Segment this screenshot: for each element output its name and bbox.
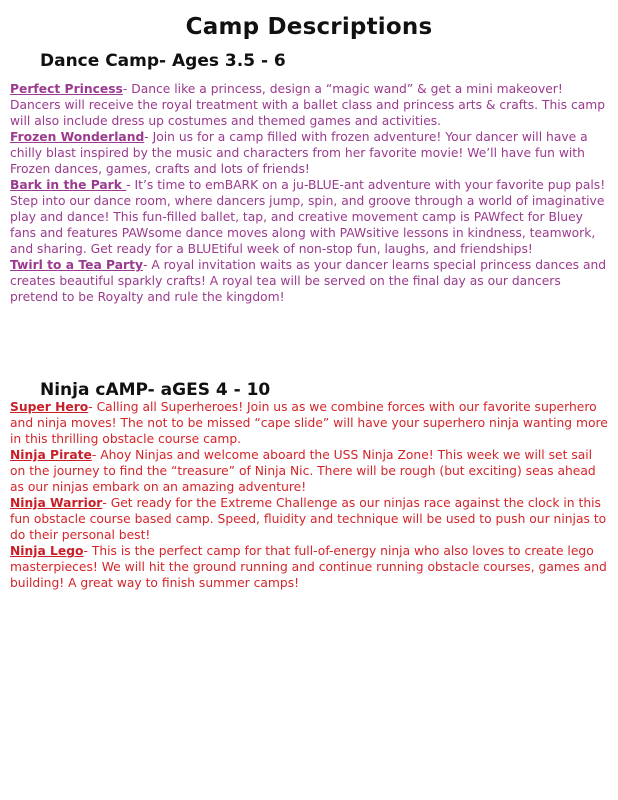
camp-entry-twirl-to-a-tea-party	[10, 257, 608, 305]
camp-text-ninja-pirate: - Ahoy Ninjas and welcome aboard the USS Ninja Zone! This week we will set sail on the journey to find the “treasure” of Ninja Nic. There will be rough (but exciting) seas ahead as our ninjas embark on an amazing adventure!	[10, 448, 596, 494]
camp-title-frozen-wonderland: Frozen Wonderland	[10, 130, 145, 144]
camp-title-perfect-princess: Perfect Princess	[10, 82, 123, 96]
camp-title-ninja-lego: Ninja Lego	[10, 544, 84, 558]
camp-entry-ninja-lego	[10, 543, 608, 591]
camp-title-ninja-pirate: Ninja Pirate	[10, 448, 92, 462]
camp-title-twirl-to-a-tea-party: Twirl to a Tea Party	[10, 258, 143, 272]
camp-text-perfect-princess: - Dance like a princess, design a “magic wand” & get a mini makeover! Dancers will receive the royal treatment with a ballet class and princess arts & crafts. This camp will also include dress up costumes and themed games and activities.	[10, 82, 606, 128]
ninja-camp-descriptions	[10, 399, 608, 591]
camp-text-ninja-warrior: - Get ready for the Extreme Challenge as our ninjas race against the clock in this fun obstacle course based camp. Speed, fluidity and technique will be used to push our ninjas to do their personal best!	[10, 496, 607, 542]
camp-entry-perfect-princess	[10, 81, 608, 129]
dance-camp-heading: Dance Camp- Ages 3.5 - 6	[40, 51, 286, 71]
camp-entry-frozen-wonderland	[10, 129, 608, 177]
camp-text-frozen-wonderland: - Join us for a camp filled with frozen adventure! Your dancer will have a chilly blast inspired by the music and characters from her favorite movie! We’ll have fun with Frozen dances, games, crafts and lots of friends!	[10, 130, 588, 176]
camp-entry-super-hero	[10, 399, 608, 447]
dance-camp-descriptions	[10, 81, 608, 305]
camp-text-twirl-to-a-tea-party: - A royal invitation waits as your dancer learns special princess dances and creates beautiful sparkly crafts! A royal tea will be served on the final day as our dancers pretend to be Royalty and rule the kingdom!	[10, 258, 607, 304]
camp-entry-ninja-pirate	[10, 447, 608, 495]
page-title: Camp Descriptions	[185, 14, 433, 40]
camp-text-ninja-lego: - This is the perfect camp for that full-of-energy ninja who also loves to create lego masterpieces! We will hit the ground running and continue running obstacle courses, games and building! A great way to finish summer camps!	[10, 544, 607, 590]
ninja-camp-heading: Ninja cAMP- aGES 4 - 10	[40, 380, 271, 400]
camp-text-super-hero: - Calling all Superheroes! Join us as we combine forces with our favorite superhero and ninja moves! The not to be missed “cape slide” will have your superhero ninja wanting more in this thrilling obstacle course camp.	[10, 400, 608, 446]
camp-entry-bark-in-the-park	[10, 177, 608, 257]
camp-title-super-hero: Super Hero	[10, 400, 89, 414]
camp-entry-ninja-warrior	[10, 495, 608, 543]
camp-title-ninja-warrior: Ninja Warrior	[10, 496, 103, 510]
camp-title-bark-in-the-park: Bark in the Park	[10, 178, 127, 192]
camp-text-bark-in-the-park: - It’s time to emBARK on a ju-BLUE-ant adventure with your favorite pup pals! Step into our dance room, where dancers jump, spin, and groove through a world of imaginative play and dance! This fun-filled ballet, tap, and creative movement camp is PAWfect for Bluey fans and features PAWsome dance moves along with PAWsitive lessons in kindness, teamwork, and sharing. Get ready for a BLUEtiful week of non-stop fun, laughs, and friendships!	[10, 178, 606, 256]
